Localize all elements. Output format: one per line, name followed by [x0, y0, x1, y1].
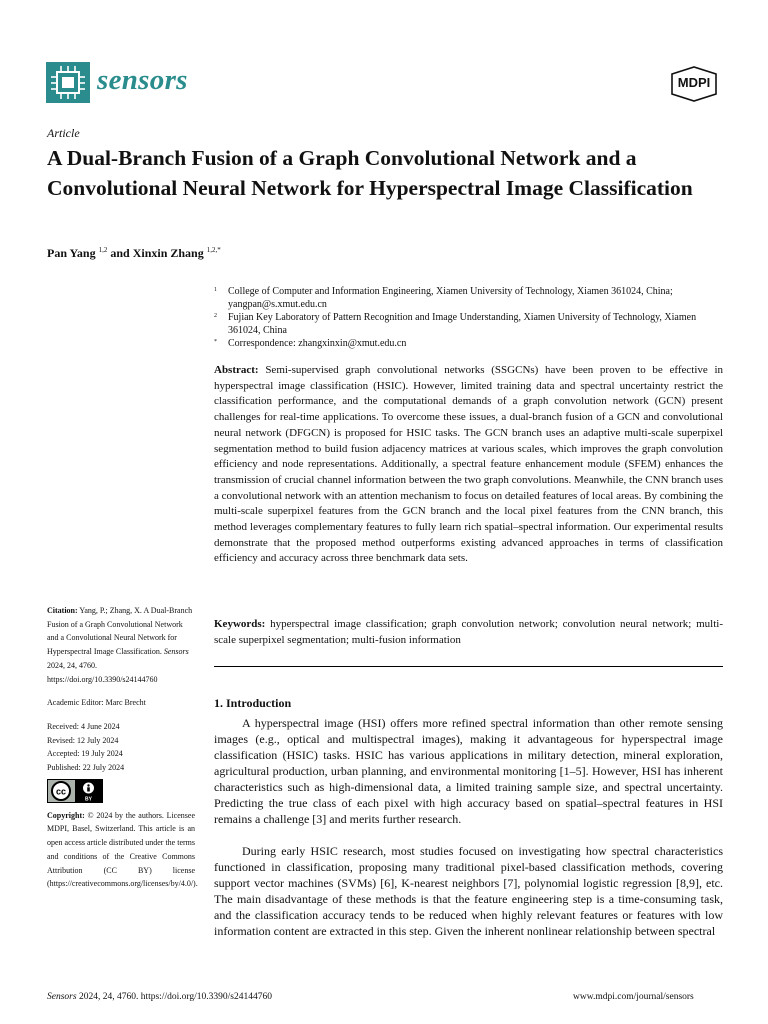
affiliation-mark: *	[214, 339, 217, 345]
citation-journal: Sensors	[163, 647, 189, 657]
author-joiner: and	[110, 246, 130, 260]
correspondence-item	[214, 337, 724, 350]
accepted-date: Accepted: 19 July 2024	[47, 749, 123, 759]
copyright-block	[47, 809, 198, 891]
author-affiliation-mark: 1,2,*	[206, 246, 221, 254]
article-title: A Dual-Branch Fusion of a Graph Convolutional Network and a Convolutional Neural Network for Hyperspectral Image Classification	[47, 146, 693, 200]
received-date: Received: 4 June 2024	[47, 721, 120, 731]
copyright-text: © 2024 by the authors. Licensee MDPI, Basel, Switzerland. This article is an open access article distributed under the terms and conditions of the Creative Commons Attribution (CC BY) license (https://creativecommons.org/licenses/by/4.0/).	[47, 810, 198, 889]
publisher-name: MDPI	[677, 75, 711, 90]
footer-journal-url[interactable]: www.mdpi.com/journal/sensors	[573, 992, 694, 1002]
author-list	[47, 246, 221, 261]
abstract-label: Abstract:	[214, 364, 259, 376]
author-name[interactable]: Xinxin Zhang	[132, 246, 204, 260]
affiliation-text: Fujian Key Laboratory of Pattern Recognition and Image Understanding, Xiamen University of Technology, Xiamen 361024, China	[228, 312, 697, 336]
journal-logo-icon	[46, 62, 90, 103]
cc-badge-right-text: BY	[85, 796, 92, 803]
citation-block	[47, 604, 195, 686]
affiliation-mark: 1	[214, 287, 217, 293]
footer-citation	[47, 992, 272, 1002]
affiliation-mark: 2	[214, 313, 217, 319]
introduction-paragraph: During early HSIC research, most studies focused on investigating how spectral characteristics functioned in classification, proposing many traditional pixel-based classification methods, covering support vector machines (SVMs) [6], K-nearest neighbors [7], polynomial logistic regression [8,9], etc. The main disadvantage of these methods is that the feature engineering step is a time-consuming task, and the classification accuracy tends to be reduced when highly relevant features or features with low information content are extracted in this step. Given the inherent nonlinear relationship between spectral	[214, 844, 723, 938]
citation-title: A Dual-Branch Fusion of a Graph Convolutional Network and a Convolutional Neural Network for Hyperspectral Image Classification.	[47, 606, 193, 657]
cc-by-license-icon[interactable]	[47, 779, 103, 803]
introduction-heading: 1. Introduction	[214, 696, 292, 710]
academic-editor: Academic Editor: Marc Brecht	[47, 698, 146, 708]
published-date: Published: 22 July 2024	[47, 763, 125, 773]
author-affiliation-mark: 1,2	[98, 246, 108, 254]
footer-journal: Sensors	[47, 992, 77, 1002]
affiliation-item	[214, 311, 724, 337]
article-type: Article	[47, 126, 80, 140]
affiliation-text: College of Computer and Information Engineering, Xiamen University of Technology, Xiamen 361024, China; yangpan@s.xmut.edu.cn	[228, 286, 673, 310]
section-divider	[214, 666, 723, 667]
affiliation-item	[214, 285, 724, 311]
correspondence-text: Correspondence: zhangxinxin@xmut.edu.cn	[228, 338, 407, 349]
cc-badge-left-text: cc	[55, 786, 67, 797]
citation-doi[interactable]: 2024, 24, 4760. https://doi.org/10.3390/s24144760	[47, 660, 158, 684]
introduction-paragraph: A hyperspectral image (HSI) offers more refined spectral information than other remote sensing images (e.g., optical and multispectral images), making it advantageous for hyperspectral image classification (HSIC) tasks. HSIC has various applications in military detection, mineral exploration, agricultural production, urban planning, and environmental monitoring [1–5]. However, HSI has inherent characteristics such as high-dimensional data, a limited training sample size, and spectral uncertainty. Predicting the true class of each pixel with high accuracy based on spatial–spectral features in HSI remains a challenge [3] and merits further research.	[214, 716, 723, 826]
keywords-text: hyperspectral image classification; graph convolution network; convolution neural network; multi-scale superpixel segmentation; multi-fusion information	[214, 618, 723, 646]
citation-authors: Yang, P.; Zhang, X.	[79, 606, 142, 615]
citation-label: Citation:	[47, 606, 78, 615]
publisher-logo[interactable]	[666, 66, 722, 102]
author-name[interactable]: Pan Yang	[47, 246, 96, 260]
journal-name[interactable]: sensors	[97, 64, 188, 96]
footer-doi[interactable]: 2024, 24, 4760. https://doi.org/10.3390/s24144760	[78, 992, 272, 1002]
keywords	[214, 617, 723, 648]
affiliations	[214, 285, 724, 350]
copyright-label: Copyright:	[47, 810, 85, 820]
abstract	[214, 363, 723, 567]
article-sidebar	[47, 604, 198, 891]
revised-date: Revised: 12 July 2024	[47, 735, 119, 745]
abstract-text: Semi-supervised graph convolutional networks (SSGCNs) have been proven to be effective in hyperspectral image classification (HSIC). However, limited training data and spectral uncertainty restrict the classification performance, and the computational demands of a graph convolution network (GCN) present challenges for real-time applications. To overcome these issues, a dual-branch fusion of a GCN and convolutional neural network (DFGCN) is proposed for HSIC tasks. The GCN branch uses an adaptive multi-scale superpixel segmentation method to build fusion adjacency matrices at various scales, which improves the graph convolution efficiency and node representations. Additionally, a spectral feature enhancement module (SFEM) enhances the transmission of crucial channel information between the two graph convolutions. Meanwhile, the CNN branch uses a convolutional network with an attention mechanism to focus on detailed features of local areas. By combining the multi-scale superpixel features from the GCN branch and the local pixel features from the CNN branch, this method leverages complementary features to fully learn rich spatial–spectral information. Our experimental results demonstrate that the proposed method outperforms existing advanced approaches in terms of classification efficiency and accuracy across three benchmark data sets.	[214, 364, 724, 565]
keywords-label: Keywords:	[214, 618, 266, 630]
